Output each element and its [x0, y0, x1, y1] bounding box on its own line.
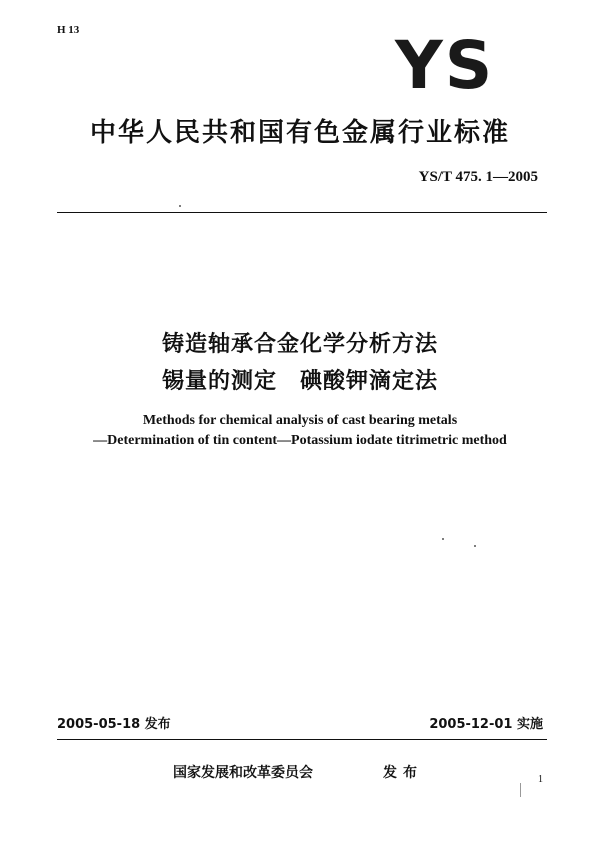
english-title-line-1: Methods for chemical analysis of cast bearing metals	[142, 413, 458, 428]
scan-speck	[474, 545, 476, 547]
implementation-date: 2005-12-01 实施	[429, 717, 543, 732]
publisher-name: 国家发展和改革委员会	[173, 765, 313, 781]
standard-header-title: 中华人民共和国有色金属行业标准	[89, 118, 510, 148]
scan-speck	[520, 783, 521, 797]
ys-logo: YS	[395, 27, 495, 104]
page-number: 1	[538, 774, 543, 785]
publish-label: 发布	[383, 765, 423, 781]
classification-code: H 13	[57, 24, 80, 36]
english-title-line-2: —Determination of tin content—Potassium iodate titrimetric method	[93, 433, 507, 448]
header-divider	[57, 212, 547, 213]
issue-date: 2005-05-18 发布	[57, 717, 171, 732]
scan-speck	[179, 205, 181, 207]
chinese-title-line-2: 锡量的测定 碘酸钾滴定法	[161, 369, 438, 394]
scan-speck	[442, 538, 444, 540]
chinese-title-line-1: 铸造轴承合金化学分析方法	[161, 332, 438, 357]
standard-number: YS/T 475. 1—2005	[418, 169, 538, 185]
footer-divider	[57, 739, 547, 740]
